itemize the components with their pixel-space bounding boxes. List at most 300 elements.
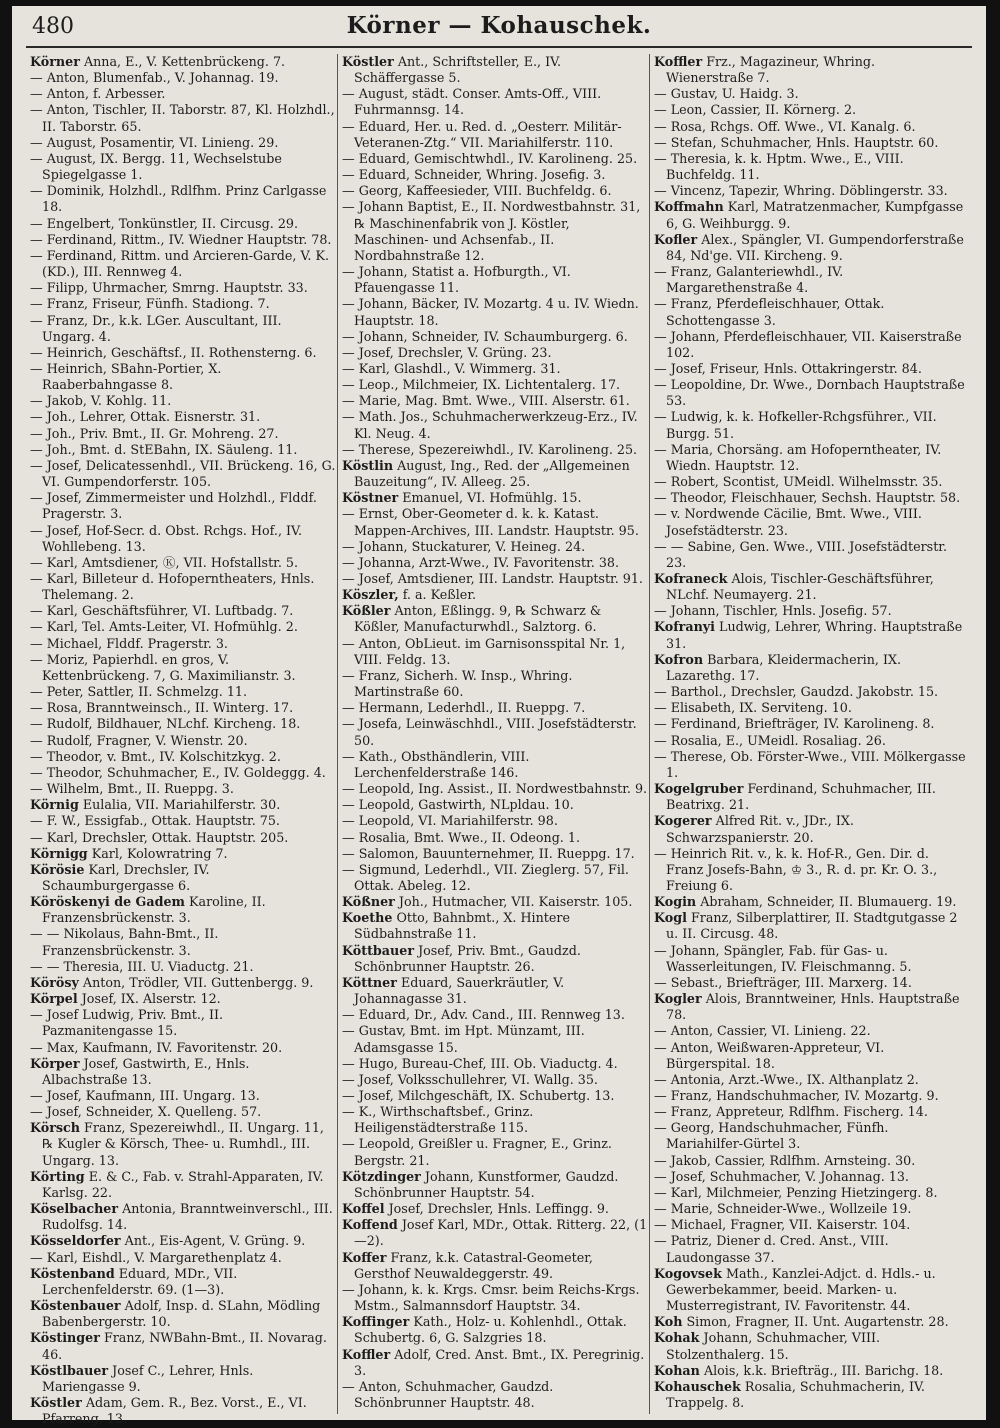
entry-surname: Köstenband bbox=[30, 1265, 115, 1281]
entry-text: — August, IX. Bergg. 11, Wechselstube Spiegelgasse 1. bbox=[30, 150, 282, 183]
directory-entry bbox=[654, 1233, 966, 1265]
entry-text: Josef, IX. Alserstr. 12. bbox=[81, 991, 221, 1007]
directory-entry bbox=[342, 264, 648, 296]
directory-entry bbox=[30, 183, 336, 215]
directory-entry bbox=[654, 1072, 966, 1088]
entry-surname: Kohauschek bbox=[654, 1378, 741, 1394]
directory-entry bbox=[342, 199, 648, 264]
directory-entry bbox=[30, 975, 336, 991]
entry-text: — Josef, Milchgeschäft, IX. Schubertg. 13. bbox=[342, 1088, 615, 1103]
directory-entry bbox=[342, 1072, 648, 1088]
entry-text: — — Nikolaus, Bahn-Bmt., II. Franzensbrückenstr. 3. bbox=[30, 926, 219, 958]
directory-entry bbox=[30, 1233, 336, 1249]
entry-text: — Anton, Weißwaren-Appreteur, VI. Bürgerspital. 18. bbox=[654, 1039, 885, 1071]
entry-text: Karoline, II. Franzensbrückenstr. 3. bbox=[42, 894, 266, 926]
entry-text: — K., Wirthschaftsbef., Grinz. Heiligenstädterstraße 115. bbox=[342, 1104, 534, 1136]
directory-entry bbox=[30, 1169, 336, 1201]
entry-text: Eduard, Sauerkräutler, V. Johannagasse 31. bbox=[354, 974, 565, 1007]
entry-surname: Koffler bbox=[654, 54, 703, 69]
entry-text: — Franz, Galanteriewhdl., IV. Margarethenstraße 4. bbox=[654, 264, 844, 296]
entry-surname: Kogler bbox=[654, 991, 702, 1007]
directory-column-3 bbox=[654, 54, 966, 1416]
directory-entry bbox=[342, 1088, 648, 1104]
entry-text: — Eduard, Dr., Adv. Cand., III. Rennweg 13. bbox=[342, 1007, 625, 1023]
entry-text: Barbara, Kleidermacherin, IX. Lazarethg. 17. bbox=[666, 651, 902, 683]
entry-surname: Kohan bbox=[654, 1362, 700, 1378]
directory-entry bbox=[654, 1217, 966, 1233]
directory-entry bbox=[654, 1363, 966, 1379]
entry-text: — Anton, ObLieut. im Garnisonsspital Nr. 1, VIII. Feldg. 13. bbox=[342, 635, 626, 667]
directory-entry bbox=[30, 571, 336, 603]
entry-text: f. a. Keßler. bbox=[402, 587, 477, 603]
entry-text: — Kath., Obsthändlerin, VIII. Lerchenfelderstraße 146. bbox=[342, 748, 530, 780]
directory-entry bbox=[30, 991, 336, 1007]
entry-text: E. & C., Fab. v. Strahl-Apparaten, IV. Karlsg. 22. bbox=[42, 1168, 324, 1200]
entry-text: — Heinrich Rit. v., k. k. Hof-R., Gen. Dir. d. Franz Josefs-Bahn, ♔ 3., R. d. pr. Kr. O. 3., Freiung 6. bbox=[654, 845, 938, 893]
directory-entry bbox=[654, 1266, 966, 1314]
directory-entry bbox=[654, 1379, 966, 1411]
directory-entry bbox=[654, 151, 966, 183]
directory-entry bbox=[30, 830, 336, 846]
directory-entry bbox=[654, 684, 966, 700]
entry-text: Josef C., Lehrer, Hnls. Mariengasse 9. bbox=[42, 1362, 254, 1394]
entry-text: Franz, k.k. Catastral-Geometer, Gersthof Neuwaldeggerstr. 49. bbox=[354, 1249, 593, 1281]
directory-entry bbox=[654, 1169, 966, 1185]
entry-text: — Georg, Handschuhmacher, Fünfh. Mariahilfer-Gürtel 3. bbox=[654, 1120, 889, 1152]
entry-text: — Jakob, V. Kohlg. 11. bbox=[30, 393, 172, 409]
directory-entry bbox=[342, 409, 648, 441]
directory-entry bbox=[654, 135, 966, 151]
directory-entry bbox=[30, 216, 336, 232]
entry-surname: Kogelgruber bbox=[654, 781, 744, 797]
entry-surname: Köszler, bbox=[342, 587, 399, 603]
directory-entry bbox=[654, 1104, 966, 1120]
directory-entry bbox=[30, 1363, 336, 1395]
entry-text: Karl, Matratzenmacher, Kumpfgasse 6, G. Weihburgg. 9. bbox=[666, 199, 964, 231]
entry-text: Johann, Kunstformer, Gaudzd. Schönbrunner Hauptstr. 54. bbox=[354, 1168, 619, 1200]
entry-text: Franz, Silberplattirer, II. Stadtgutgasse 2 u. II. Circusg. 48. bbox=[666, 910, 958, 942]
entry-text: — Josef, Delicatessenhdl., VII. Brückeng. 16, G. VI. Gumpendorferstr. 105. bbox=[30, 457, 336, 490]
entry-text: — Johann Baptist, E., II. Nordwestbahnstr. 31, ℞ Maschinenfabrik von J. Köstler, Maschinen- und Achsenfab., II. Nordbahnstraße 12. bbox=[342, 199, 641, 263]
directory-entry bbox=[654, 619, 966, 651]
directory-entry bbox=[654, 506, 966, 538]
directory-entry bbox=[30, 313, 336, 345]
entry-text: — Vincenz, Tapezir, Whring. Döblingerstr. 33. bbox=[654, 183, 948, 199]
entry-text: — August, städt. Conser. Amts-Off., VIII. Fuhrmannsg. 14. bbox=[342, 86, 602, 118]
entry-text: Adolf, Insp. d. SLahn, Mödling Babenbergerstr. 10. bbox=[42, 1298, 321, 1330]
entry-text: — Ernst, Ober-Geometer d. k. k. Katast. Mappen-Archives, III. Landstr. Hauptstr. 95. bbox=[342, 506, 639, 538]
directory-entry bbox=[342, 716, 648, 748]
directory-entry bbox=[654, 54, 966, 86]
directory-entry bbox=[342, 943, 648, 975]
entry-text: Adam, Gem. R., Bez. Vorst., E., VI. Pfarreng. 13. bbox=[42, 1394, 307, 1427]
entry-text: — Johanna, Arzt-Wwe., IV. Favoritenstr. 38. bbox=[342, 554, 620, 570]
directory-entry bbox=[342, 781, 648, 797]
entry-text: — Eduard, Gemischtwhdl., IV. Karolineng. 25. bbox=[342, 150, 638, 166]
entry-text: — Michael, Fragner, VII. Kaiserstr. 104. bbox=[654, 1217, 911, 1233]
directory-entry bbox=[30, 1395, 336, 1427]
entry-text: Alfred Rit. v., JDr., IX. Schwarzspanierstr. 20. bbox=[666, 813, 854, 845]
entry-text: Franz, NWBahn-Bmt., II. Novarag. 46. bbox=[42, 1330, 327, 1362]
directory-entry bbox=[654, 1153, 966, 1169]
directory-entry bbox=[342, 119, 648, 151]
directory-entry bbox=[30, 846, 336, 862]
directory-entry bbox=[30, 523, 336, 555]
directory-entry bbox=[654, 539, 966, 571]
entry-text: — Leopoldine, Dr. Wwe., Dornbach Hauptstraße 53. bbox=[654, 377, 965, 409]
directory-entry bbox=[30, 393, 336, 409]
entry-text: Anton, Eßlingg. 9, ℞ Schwarz & Kößler, Manufacturwhdl., Salztorg. 6. bbox=[354, 603, 602, 635]
directory-entry bbox=[342, 1201, 648, 1217]
entry-text: — Johann, k. k. Krgs. Cmsr. beim Reichs-Krgs. Mstm., Salmannsdorf Hauptstr. 34. bbox=[342, 1281, 640, 1314]
entry-surname: Köstenbauer bbox=[30, 1298, 121, 1314]
entry-text: — Leopold, VI. Mariahilferstr. 98. bbox=[342, 813, 558, 829]
entry-surname: Kogovsek bbox=[654, 1265, 722, 1281]
directory-entry bbox=[30, 1120, 336, 1168]
entry-surname: Köstlbauer bbox=[30, 1362, 109, 1378]
entry-text: — Josef, Kaufmann, III. Ungarg. 13. bbox=[30, 1088, 260, 1103]
entry-text: — Karl, Billeteur d. Hofoperntheaters, Hnls. Thelemang. 2. bbox=[30, 571, 315, 603]
entry-text: — Therese, Ob. Förster-Wwe., VIII. Mölkergasse 1. bbox=[654, 748, 966, 780]
entry-text: — Rosalia, E., UMeidl. Rosaliag. 26. bbox=[654, 732, 886, 748]
directory-entry bbox=[30, 1250, 336, 1266]
page-title: Körner — Kohauschek. bbox=[346, 12, 652, 39]
entry-surname: Körting bbox=[30, 1168, 85, 1184]
entry-text: Josef, Gastwirth, E., Hnls. Albachstraße 13. bbox=[42, 1055, 250, 1087]
entry-text: Eduard, MDr., VII. Lerchenfelderstr. 69. (1—3). bbox=[42, 1265, 238, 1297]
entry-surname: Körnig bbox=[30, 797, 79, 813]
entry-surname: Körnigg bbox=[30, 845, 88, 861]
entry-text: — Johann, Schneider, IV. Schaumburgerg. 6. bbox=[342, 328, 628, 344]
entry-text: — Marie, Mag. Bmt. Wwe., VIII. Alserstr. 61. bbox=[342, 393, 630, 409]
entry-text: — Franz, Pferdefleischhauer, Ottak. Schottengasse 3. bbox=[654, 296, 885, 328]
directory-entry bbox=[654, 377, 966, 409]
directory-entry bbox=[342, 1282, 648, 1314]
directory-entry bbox=[30, 426, 336, 442]
entry-surname: Köstner bbox=[342, 490, 399, 506]
directory-entry bbox=[654, 102, 966, 118]
entry-text: Anna, E., V. Kettenbrückeng. 7. bbox=[83, 54, 286, 69]
entry-text: Josef, Drechsler, Hnls. Leffingg. 9. bbox=[388, 1201, 609, 1217]
directory-entry bbox=[30, 813, 336, 829]
entry-text: Ant., Eis-Agent, V. Grüng. 9. bbox=[124, 1233, 306, 1249]
directory-entry bbox=[342, 862, 648, 894]
directory-entry bbox=[342, 442, 648, 458]
entry-text: — Joh., Lehrer, Ottak. Eisnerstr. 31. bbox=[30, 409, 261, 425]
directory-entry bbox=[654, 846, 966, 894]
entry-surname: Köröskenyi de Gadem bbox=[30, 894, 185, 910]
directory-entry bbox=[654, 442, 966, 474]
entry-text: Kath., Holz- u. Kohlenhdl., Ottak. Schubertg. 6, G. Salzgries 18. bbox=[354, 1314, 627, 1346]
entry-text: Antonia, Branntweinverschl., III. Rudolfsg. 14. bbox=[42, 1201, 333, 1233]
directory-column-1 bbox=[30, 54, 336, 1427]
directory-entry bbox=[654, 490, 966, 506]
directory-entry bbox=[342, 1169, 648, 1201]
entry-text: — — Theresia, III. U. Viaductg. 21. bbox=[30, 958, 254, 974]
entry-text: — Elisabeth, IX. Serviteng. 10. bbox=[654, 700, 852, 716]
entry-text: — Michael, Flddf. Pragerstr. 3. bbox=[30, 635, 228, 651]
entry-text: — Josef, Schneider, X. Quelleng. 57. bbox=[30, 1104, 262, 1120]
directory-entry bbox=[654, 781, 966, 813]
entry-text: — Rosalia, Bmt. Wwe., II. Odeong. 1. bbox=[342, 829, 580, 845]
entry-surname: Körösy bbox=[30, 974, 79, 990]
directory-entry bbox=[654, 86, 966, 102]
entry-text: — Anton, f. Arbesser. bbox=[30, 86, 166, 102]
directory-entry bbox=[342, 1250, 648, 1282]
entry-surname: Koffinger bbox=[342, 1314, 410, 1330]
entry-surname: Kofranyi bbox=[654, 619, 715, 635]
directory-entry bbox=[30, 70, 336, 86]
entry-text: — Karl, Milchmeier, Penzing Hietzingerg. 8. bbox=[654, 1184, 938, 1200]
entry-surname: Koh bbox=[654, 1314, 683, 1330]
directory-entry bbox=[30, 1330, 336, 1362]
entry-text: — Moriz, Papierhdl. en gros, V. Kettenbrückeng. 7, G. Maximilianstr. 3. bbox=[30, 651, 296, 683]
entry-text: — Josef, Zimmermeister und Holzhdl., Flddf. Pragerstr. 3. bbox=[30, 490, 317, 522]
entry-text: Alois, k.k. Briefträg., III. Barichg. 18. bbox=[703, 1362, 944, 1378]
entry-surname: Körösie bbox=[30, 861, 85, 877]
entry-surname: Koffler bbox=[342, 1346, 391, 1362]
entry-text: — Johann, Spängler, Fab. für Gas- u. Wasserleitungen, IV. Fleischmanng. 5. bbox=[654, 942, 912, 974]
directory-entry bbox=[654, 1201, 966, 1217]
entry-text: — Eduard, Her. u. Red. d. „Oesterr. Militär-Veteranen-Ztg.“ VII. Mariahilferstr. 110. bbox=[342, 118, 622, 150]
entry-text: — Leop., Milchmeier, IX. Lichtentalerg. 17. bbox=[342, 377, 621, 393]
entry-text: — Hugo, Bureau-Chef, III. Ob. Viaductg. 4. bbox=[342, 1055, 618, 1071]
directory-entry bbox=[654, 329, 966, 361]
directory-entry bbox=[654, 1023, 966, 1039]
directory-entry bbox=[30, 765, 336, 781]
entry-text: Eulalia, VII. Mariahilferstr. 30. bbox=[82, 797, 281, 813]
directory-entry bbox=[30, 1266, 336, 1298]
entry-text: — Therese, Spezereiwhdl., IV. Karolineng. 25. bbox=[342, 441, 638, 457]
entry-surname: Köstler bbox=[30, 1394, 82, 1410]
entry-surname: Koethe bbox=[342, 910, 393, 926]
directory-entry bbox=[654, 1120, 966, 1152]
entry-text: — Sebast., Briefträger, III. Marxerg. 14. bbox=[654, 974, 912, 990]
entry-text: — Josef Ludwig, Priv. Bmt., II. Pazmanitengasse 15. bbox=[30, 1007, 224, 1039]
entry-text: — Johann, Tischler, Hnls. Josefig. 57. bbox=[654, 603, 892, 619]
entry-text: Emanuel, VI. Hofmühlg. 15. bbox=[402, 490, 582, 506]
entry-text: — Johann, Bäcker, IV. Mozartg. 4 u. IV. Wiedn. Hauptstr. 18. bbox=[342, 296, 639, 328]
entry-text: — Ferdinand, Rittm., IV. Wiedner Hauptstr. 78. bbox=[30, 231, 332, 247]
entry-text: — Josef, Hof-Secr. d. Obst. Rchgs. Hof., IV. Wohllebeng. 13. bbox=[30, 522, 302, 554]
entry-text: Alex., Spängler, VI. Gumpendorferstraße 84, Nd'ge. VII. Kircheng. 9. bbox=[666, 231, 964, 263]
entry-text: — Heinrich, Geschäftsf., II. Rothensterng. 6. bbox=[30, 344, 317, 360]
entry-surname: Kofraneck bbox=[654, 571, 728, 586]
directory-entry bbox=[30, 603, 336, 619]
directory-entry bbox=[342, 668, 648, 700]
directory-entry bbox=[30, 926, 336, 958]
directory-entry bbox=[30, 797, 336, 813]
directory-entry bbox=[30, 749, 336, 765]
directory-entry bbox=[654, 716, 966, 732]
directory-column-2 bbox=[342, 54, 648, 1416]
entry-text: — Antonia, Arzt.-Wwe., IX. Althanplatz 2. bbox=[654, 1071, 919, 1087]
entry-text: — Leopold, Gastwirth, NLpldau. 10. bbox=[342, 797, 574, 813]
directory-entry bbox=[342, 167, 648, 183]
directory-entry bbox=[654, 910, 966, 942]
entry-surname: Körsch bbox=[30, 1120, 80, 1136]
directory-entry bbox=[30, 54, 336, 70]
directory-entry bbox=[342, 54, 648, 86]
entry-text: Ferdinand, Schuhmacher, III. Beatrixg. 21. bbox=[666, 781, 936, 813]
directory-entry bbox=[654, 264, 966, 296]
entry-text: — Franz, Dr., k.k. LGer. Auscultant, III. Ungarg. 4. bbox=[30, 312, 282, 344]
entry-surname: Koffmahn bbox=[654, 199, 724, 215]
entry-text: Alois, Branntweiner, Hnls. Hauptstraße 78. bbox=[666, 991, 960, 1023]
entry-text: — Wilhelm, Bmt., II. Rueppg. 3. bbox=[30, 781, 234, 797]
entry-text: — Josef, Schuhmacher, V. Johannag. 13. bbox=[654, 1168, 909, 1184]
directory-entry bbox=[654, 652, 966, 684]
entry-surname: Köstler bbox=[342, 54, 394, 69]
directory-entry bbox=[342, 183, 648, 199]
entry-text: Adolf, Cred. Anst. Bmt., IX. Peregrinig. 3. bbox=[354, 1346, 645, 1378]
entry-text: — Salomon, Bauunternehmer, II. Rueppg. 17. bbox=[342, 845, 635, 861]
directory-entry bbox=[654, 571, 966, 603]
entry-surname: Kößner bbox=[342, 894, 395, 910]
directory-entry bbox=[654, 1088, 966, 1104]
directory-entry bbox=[342, 636, 648, 668]
entry-text: Anton, Trödler, VII. Guttenbergg. 9. bbox=[82, 974, 314, 990]
entry-text: — Josef, Volksschullehrer, VI. Wallg. 35. bbox=[342, 1071, 598, 1087]
directory-page bbox=[12, 6, 986, 1427]
directory-entry bbox=[30, 1007, 336, 1039]
directory-entry bbox=[654, 700, 966, 716]
entry-text: — Robert, Scontist, UMeidl. Wilhelmsstr. 35. bbox=[654, 474, 943, 490]
directory-entry bbox=[30, 959, 336, 975]
entry-text: — Jakob, Cassier, Rdlfhm. Arnsteing. 30. bbox=[654, 1152, 916, 1168]
directory-entry bbox=[30, 555, 336, 571]
directory-entry bbox=[342, 1007, 648, 1023]
directory-entry bbox=[342, 86, 648, 118]
entry-text: — Maria, Chorsäng. am Hofoperntheater, IV. Wiedn. Hauptstr. 12. bbox=[654, 441, 942, 473]
entry-text: Otto, Bahnbmt., X. Hintere Südbahnstraße 11. bbox=[354, 910, 570, 942]
entry-text: — v. Nordwende Cäcilie, Bmt. Wwe., VIII. Josefstädterstr. 23. bbox=[654, 506, 922, 538]
entry-text: — Filipp, Uhrmacher, Smrng. Hauptstr. 33. bbox=[30, 280, 308, 296]
directory-entry bbox=[30, 409, 336, 425]
directory-entry bbox=[654, 894, 966, 910]
entry-surname: Kösseldorfer bbox=[30, 1233, 121, 1249]
directory-entry bbox=[654, 1040, 966, 1072]
directory-entry bbox=[342, 1136, 648, 1168]
directory-entry bbox=[30, 1056, 336, 1088]
directory-entry bbox=[30, 280, 336, 296]
entry-surname: Körper bbox=[30, 1055, 80, 1071]
directory-entry bbox=[342, 555, 648, 571]
entry-surname: Köstinger bbox=[30, 1330, 100, 1346]
directory-entry bbox=[342, 975, 648, 1007]
entry-surname: Körner bbox=[30, 54, 80, 69]
directory-entry bbox=[342, 1379, 648, 1411]
entry-text: August, Ing., Red. der „Allgemeinen Bauzeitung“, IV. Alleeg. 25. bbox=[354, 457, 630, 490]
entry-text: Math., Kanzlei-Adjct. d. Hdls.- u. Gewerbekammer, beeid. Marken- u. Musterregistrant, IV. Favoritenstr. 44. bbox=[666, 1265, 936, 1314]
entry-text: — Gustav, U. Haidg. 3. bbox=[654, 86, 799, 102]
directory-entry bbox=[30, 636, 336, 652]
directory-entry bbox=[342, 1104, 648, 1136]
entry-text: — Rudolf, Fragner, V. Wienstr. 20. bbox=[30, 732, 248, 748]
directory-entry bbox=[342, 506, 648, 538]
entry-text: — Karl, Drechsler, Ottak. Hauptstr. 205. bbox=[30, 829, 289, 845]
entry-surname: Kogerer bbox=[654, 813, 712, 829]
entry-text: — — Sabine, Gen. Wwe., VIII. Josefstädterstr. 23. bbox=[654, 538, 947, 570]
directory-entry bbox=[30, 490, 336, 522]
directory-entry bbox=[654, 1330, 966, 1362]
directory-entry bbox=[654, 232, 966, 264]
directory-entry bbox=[30, 102, 336, 134]
directory-entry bbox=[342, 587, 648, 603]
directory-entry bbox=[30, 1104, 336, 1120]
entry-surname: Koffer bbox=[342, 1249, 387, 1265]
directory-entry bbox=[342, 830, 648, 846]
directory-entry bbox=[654, 199, 966, 231]
entry-text: — Franz, Appreteur, Rdlfhm. Fischerg. 14. bbox=[654, 1104, 928, 1120]
entry-text: Rosalia, Schuhmacherin, IV. Trappelg. 8. bbox=[666, 1378, 925, 1410]
directory-entry bbox=[30, 1298, 336, 1330]
entry-text: — Joh., Priv. Bmt., II. Gr. Mohreng. 27. bbox=[30, 425, 279, 441]
directory-entry bbox=[342, 1347, 648, 1379]
entry-surname: Kötzdinger bbox=[342, 1168, 421, 1184]
page-header bbox=[12, 12, 986, 42]
directory-entry bbox=[30, 619, 336, 635]
entry-text: — Theodor, Schuhmacher, E., IV. Goldeggg. 4. bbox=[30, 764, 326, 780]
entry-text: Simon, Fragner, II. Unt. Augartenstr. 28. bbox=[686, 1314, 949, 1330]
entry-surname: Kogl bbox=[654, 910, 687, 926]
entry-text: — Rosa, Rchgs. Off. Wwe., VI. Kanalg. 6. bbox=[654, 118, 916, 134]
directory-entry bbox=[342, 490, 648, 506]
directory-entry bbox=[654, 183, 966, 199]
entry-surname: Kohak bbox=[654, 1330, 700, 1346]
directory-entry bbox=[342, 700, 648, 716]
entry-text: Joh., Hutmacher, VII. Kaiserstr. 105. bbox=[398, 894, 633, 910]
entry-text: — Ferdinand, Rittm. und Arcieren-Garde, V. K. (KD.), III. Rennweg 4. bbox=[30, 247, 329, 280]
directory-entry bbox=[30, 458, 336, 490]
directory-entry bbox=[30, 1040, 336, 1056]
entry-text: — Franz, Handschuhmacher, IV. Mozartg. 9. bbox=[654, 1088, 939, 1103]
directory-entry bbox=[654, 296, 966, 328]
directory-entry bbox=[342, 1217, 648, 1249]
entry-text: — Anton, Cassier, VI. Linieng. 22. bbox=[654, 1023, 871, 1039]
entry-text: Josef Karl, MDr., Ottak. Ritterg. 22, (1—2). bbox=[354, 1217, 648, 1249]
directory-entry bbox=[30, 135, 336, 151]
directory-entry bbox=[342, 458, 648, 490]
entry-text: — Leopold, Ing. Assist., II. Nordwestbahnstr. 9. bbox=[342, 781, 648, 797]
entry-text: — Dominik, Holzhdl., Rdlfhm. Prinz Carlgasse 18. bbox=[30, 183, 327, 215]
entry-text: Josef, Priv. Bmt., Gaudzd. Schönbrunner Hauptstr. 26. bbox=[354, 942, 581, 974]
entry-text: — Sigmund, Lederhdl., VII. Zieglerg. 57, Fil. Ottak. Abeleg. 12. bbox=[342, 861, 629, 893]
directory-entry bbox=[654, 474, 966, 490]
directory-entry bbox=[342, 603, 648, 635]
entry-text: — F. W., Essigfab., Ottak. Hauptstr. 75. bbox=[30, 813, 280, 829]
page-number: 480 bbox=[32, 14, 74, 39]
directory-entry bbox=[654, 991, 966, 1023]
directory-entry bbox=[30, 733, 336, 749]
entry-text: — Marie, Schneider-Wwe., Wollzeile 19. bbox=[654, 1201, 912, 1217]
directory-entry bbox=[654, 943, 966, 975]
entry-surname: Körpel bbox=[30, 991, 78, 1007]
entry-text: — Karl, Geschäftsführer, VI. Luftbadg. 7. bbox=[30, 603, 294, 619]
directory-entry bbox=[30, 296, 336, 312]
entry-surname: Köttbauer bbox=[342, 942, 415, 958]
directory-entry bbox=[342, 846, 648, 862]
entry-text: Karl, Kolowratring 7. bbox=[91, 845, 228, 861]
directory-entry bbox=[342, 361, 648, 377]
directory-entry bbox=[654, 1185, 966, 1201]
entry-text: — Anton, Blumenfab., V. Johannag. 19. bbox=[30, 70, 279, 86]
entry-text: — Theodor, v. Bmt., IV. Kolschitzkyg. 2. bbox=[30, 748, 281, 764]
entry-text: — Ferdinand, Briefträger, IV. Karolineng. 8. bbox=[654, 716, 935, 732]
directory-entry bbox=[342, 345, 648, 361]
entry-text: Frz., Magazineur, Whring. Wienerstraße 7. bbox=[666, 54, 876, 86]
entry-text: — August, Posamentir, VI. Linieng. 29. bbox=[30, 134, 279, 150]
